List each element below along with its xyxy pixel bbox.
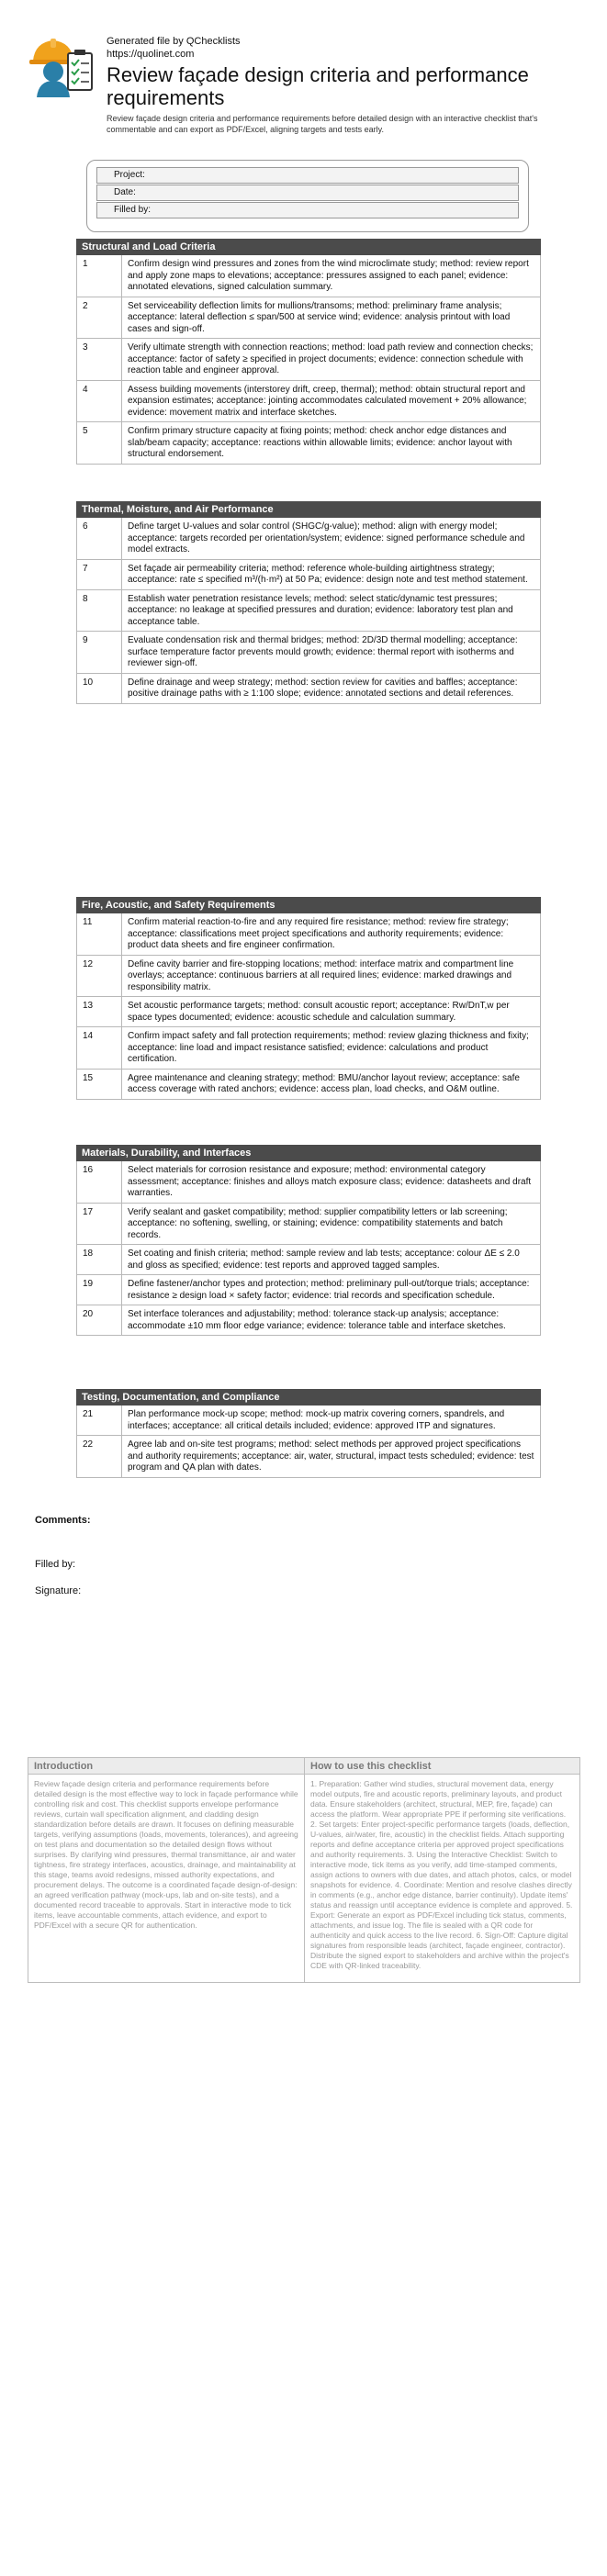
checklist-item[interactable]: [76, 518, 541, 560]
item-number: 17: [77, 1204, 122, 1245]
checklist-item[interactable]: [76, 1161, 541, 1204]
checklist-item[interactable]: [76, 632, 541, 674]
item-text: Confirm impact safety and fall protection requirements; method: review glazing thickness and fixity; acceptance: line load and impact resistance satisfied; evidence: calculations and product certification.: [128, 1031, 529, 1064]
checklist-item[interactable]: [76, 560, 541, 590]
section-title: Thermal, Moisture, and Air Performance: [76, 501, 541, 518]
project-field[interactable]: Project:: [96, 167, 519, 184]
checklist-item[interactable]: [76, 1275, 541, 1305]
how-to-title: How to use this checklist: [305, 1758, 579, 1775]
checklist-item[interactable]: [76, 1027, 541, 1070]
introduction-text: Review façade design criteria and performance requirements before detailed design is the most effective way to lock in façade performance while controlling risk and cost. This checklist supports envelope performance reviews, curtain wall specification alignment, and cladding design standardization before details are drawn. It focuses on defining measurable targets, verifying assumptions (loads, movements, tolerances), and agreeing on test plans and documentation so the detailed design flows without surprises. By clarifying wind pressures, thermal transmittance, air and water tightness, fire strategy interfaces, acoustics, drainage, and maintainability at this stage, teams avoid redesigns, missed authority expectations, and procurement delays. The outcome is a coordinated façade design-of-design: an agreed verification pathway (mock-ups, lab and on-site tests), and a documented record traceable to approvals. Start in interactive mode to tick items, leave accountable comments, attach evidence, and export to PDF/Excel with a secure QR for authentication.: [34, 1779, 298, 1930]
site-link[interactable]: https://quolinet.com: [107, 49, 195, 60]
item-number: 15: [77, 1070, 122, 1099]
item-number: 10: [77, 674, 122, 703]
checklist-item[interactable]: [76, 997, 541, 1027]
item-text: Verify ultimate strength with connection reactions; method: load path review and connection checks; acceptance: factor of safety ≥ specified in project documents; evidence: connection schedule with reaction table and engineer approval.: [128, 342, 534, 375]
info-table: [28, 1757, 580, 1983]
section-materials: [76, 1145, 541, 1336]
checklist-item[interactable]: [76, 1070, 541, 1100]
item-number: 16: [77, 1161, 122, 1203]
filled-by-label: Filled by:: [35, 1559, 76, 1570]
date-field[interactable]: Date:: [96, 185, 519, 201]
item-text: Agree lab and on-site test programs; method: select methods per approved project specifications and authority requirements; acceptance: air, water, structural, impact tests scheduled; evidence: test program and QA plan with dates.: [128, 1439, 534, 1473]
item-number: 1: [77, 255, 122, 297]
item-text: Confirm material reaction-to-fire and any required fire resistance; method: review fire strategy; acceptance: classifications meet project specifications and authority requirements; evidence: product data sheets and fire engineer confirmation.: [128, 917, 509, 950]
item-number: 22: [77, 1436, 122, 1477]
checklist-item[interactable]: [76, 297, 541, 340]
item-text: Define cavity barrier and fire-stopping locations; method: interface matrix and compartment line overlays; acceptance: continuous barriers at all required lines; evidence: marked drawings and responsibility matrix.: [128, 958, 514, 992]
item-text: Set façade air permeability criteria; method: reference whole-building airtightness strategy; acceptance: rate ≤ specified m³/(h·m²) at 50 Pa; evidence: design note and test method statement.: [128, 563, 528, 585]
item-text: Set acoustic performance targets; method: consult acoustic report; acceptance: Rw/DnT,w per space types documented; evidence: acoustic schedule and calculation summary.: [128, 1001, 510, 1023]
item-number: 19: [77, 1275, 122, 1305]
item-number: 8: [77, 590, 122, 632]
item-text: Evaluate condensation risk and thermal bridges; method: 2D/3D thermal modelling; acceptance: surface temperature factor prevents mould growth; evidence: thermal report with isotherms and reviewer sign-off.: [128, 635, 518, 668]
section-structural: [76, 239, 541, 465]
page-description: Review façade design criteria and performance requirements before detailed design with an interactive checklist that's commentable and can export as PDF/Excel, aligning targets and tests early.: [107, 114, 538, 134]
checklist-item[interactable]: [76, 674, 541, 704]
item-number: 4: [77, 381, 122, 422]
item-text: Confirm design wind pressures and zones from the wind microclimate study; method: review report and apply zone maps to elevations; acceptance: pressures assigned to each panel; evidence: annotated elevations, signed calculation summary.: [128, 259, 529, 292]
item-number: 9: [77, 632, 122, 673]
checklist-item[interactable]: [76, 381, 541, 423]
checklist-item[interactable]: [76, 1245, 541, 1275]
item-text: Agree maintenance and cleaning strategy; method: BMU/anchor layout review; acceptance: safe access coverage with rated anchors; evidence: access plan, load checks, and O&M outline.: [128, 1072, 520, 1094]
item-text: Select materials for corrosion resistance and exposure; method: environmental category assessment; acceptance: finishes and alloys match exposure class; evidence: datasheets and draft warranties.: [128, 1165, 532, 1198]
comments-label: Comments:: [35, 1515, 91, 1526]
item-number: 11: [77, 913, 122, 955]
section-title: Fire, Acoustic, and Safety Requirements: [76, 897, 541, 913]
item-text: Assess building movements (interstorey drift, creep, thermal); method: obtain structural report and expansion estimates; acceptance: jointing accommodates calculated movement + 20% allowance; evidence: movement matrix and interface sketches.: [128, 384, 527, 418]
filled-by-field[interactable]: Filled by:: [96, 202, 519, 218]
item-text: Set serviceability deflection limits for mullions/transoms; method: preliminary frame analysis; acceptance: lateral deflection ≤ span/500 at service wind; evidence: analysis printout with load cases and sign-off.: [128, 300, 511, 334]
item-number: 3: [77, 339, 122, 380]
item-text: Set interface tolerances and adjustability; method: tolerance stack-up analysis; acceptance: accommodate ±10 mm floor edge variance; evidence: tolerance table and interface sketches.: [128, 1309, 506, 1331]
section-fire-acoustic: [76, 897, 541, 1100]
checklist-item[interactable]: [76, 1204, 541, 1246]
item-text: Set coating and finish criteria; method: sample review and lab tests; acceptance: colour ΔE ≤ 2.0 and gloss as specified; evidence: test reports and approved tagged samples.: [128, 1249, 520, 1271]
page-title: Review façade design criteria and performance requirements: [107, 63, 529, 109]
introduction-title: Introduction: [28, 1758, 304, 1775]
section-testing: [76, 1389, 541, 1478]
checklist-item[interactable]: [76, 422, 541, 465]
item-number: 2: [77, 297, 122, 339]
item-text: Define drainage and weep strategy; method: section review for cavities and baffles; acceptance: positive drainage paths with ≥ 1:100 slope; evidence: annotated sections and detail references.: [128, 677, 518, 699]
checklist-item[interactable]: [76, 255, 541, 297]
checklist-item[interactable]: [76, 339, 541, 381]
checklist-item[interactable]: [76, 913, 541, 956]
checklist-item[interactable]: [76, 1406, 541, 1436]
item-text: Confirm primary structure capacity at fixing points; method: check anchor edge distances and slab/beam capacity; acceptance: reactions within allowable limits; evidence: anchor layout with structural endorsement.: [128, 426, 512, 459]
item-text: Define fastener/anchor types and protection; method: preliminary pull-out/torque trials; acceptance: resistance ≥ design load × safety factor; evidence: trial records and specification schedule.: [128, 1279, 530, 1301]
item-text: Define target U-values and solar control (SHGC/g-value); method: align with energy model; acceptance: targets recorded per orientation/system; evidence: signed performance schedule and model extracts.: [128, 521, 525, 554]
section-title: Structural and Load Criteria: [76, 239, 541, 255]
checklist-item[interactable]: [76, 956, 541, 998]
section-thermal: [76, 501, 541, 704]
item-text: Establish water penetration resistance levels; method: select static/dynamic test pressures; acceptance: no leakage at specified pressures and duration; evidence: laboratory test plan and acceptance table.: [128, 593, 513, 627]
signature-label: Signature:: [35, 1585, 82, 1596]
introduction-column: [28, 1758, 304, 1982]
project-info-box: [86, 160, 529, 232]
item-number: 20: [77, 1305, 122, 1335]
item-number: 7: [77, 560, 122, 589]
checklist-item[interactable]: [76, 1305, 541, 1336]
checklist-engineer-logo-icon: [28, 33, 97, 97]
how-to-column: [304, 1758, 579, 1982]
item-number: 12: [77, 956, 122, 997]
item-number: 14: [77, 1027, 122, 1069]
checklist-item[interactable]: [76, 1436, 541, 1478]
item-number: 21: [77, 1406, 122, 1435]
item-number: 6: [77, 518, 122, 559]
item-number: 5: [77, 422, 122, 464]
checklist-item[interactable]: [76, 590, 541, 633]
section-title: Materials, Durability, and Interfaces: [76, 1145, 541, 1161]
item-text: Plan performance mock-up scope; method: mock-up matrix covering corners, spandrels, and interfaces; acceptance: all critical details included; evidence: approved ITP and signatures.: [128, 1409, 505, 1431]
generated-by-text: Generated file by QChecklists: [107, 36, 241, 47]
item-number: 13: [77, 997, 122, 1026]
how-to-text: 1. Preparation: Gather wind studies, structural movement data, energy model outputs, fire and acoustic reports, preliminary layouts, and product data. Ensure stakeholders (architect, structural, MEP, fire, façade) can access the platform. Wear appropriate PPE if performing site verifications. 2. Set targets: Enter project-specific performance targets (loads, deflection, U-values, air/water, fire, acoustic) in the checklist fields. Attach supporting reports and define acceptance criteria per approved project specifications and authority requirements. 3. Using the Interactive Checklist: Switch to interactive mode, tick items as you verify, add time-stamped comments, assign actions to owners with due dates, and attach photos, calcs, or model snapshots for evidence. 4. Coordinate: Mention and resolve clashes directly in comments (e.g., anchor edge distance, barrier continuity). Update items' status and reassign until acceptance evidence is complete and approved. 5. Export: Generate an export as PDF/Excel including tick status, comments, attachments, and issue log. The file is sealed with a QR code for authenticity and quick access to the live record. 6. Sign-Off: Capture digital signatures from responsible leads (architect, façade engineer, contractor). Distribute the signed export to stakeholders and archive within the project's CDE with QR-linked traceability.: [310, 1779, 573, 1970]
item-number: 18: [77, 1245, 122, 1274]
section-title: Testing, Documentation, and Compliance: [76, 1389, 541, 1406]
item-text: Verify sealant and gasket compatibility; method: supplier compatibility letters or lab screening; acceptance: no softening, swelling, or staining; evidence: compatibility statements and batch records.: [128, 1206, 508, 1240]
